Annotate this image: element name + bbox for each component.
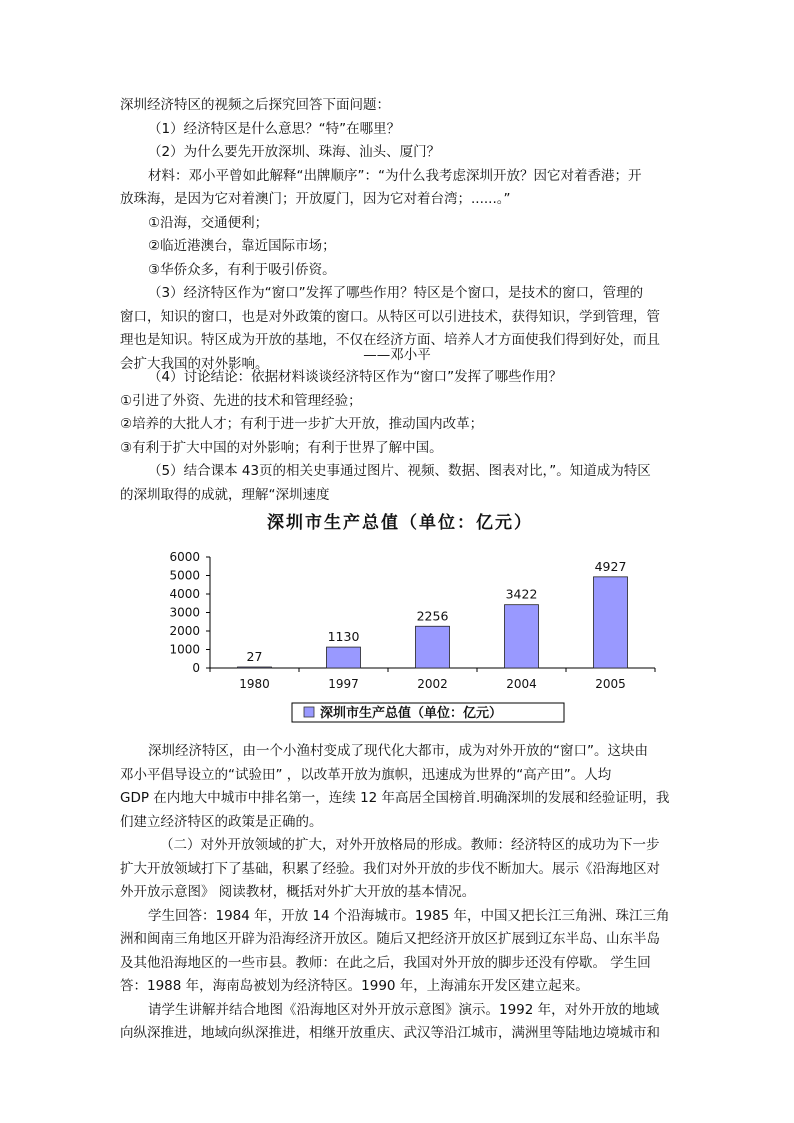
question-3-line-2: 窗口，知识的窗口，也是对外政策的窗口。从特区可以引进技术，获得知识，学到管理，管 xyxy=(120,308,660,325)
y-tick-label: 1000 xyxy=(169,642,200,657)
section-two-line-1: （二）对外开放领域的扩大，对外开放格局的形成。教师：经济特区的成功为下一步 xyxy=(160,837,660,853)
data-label-2002: 2256 xyxy=(416,608,449,624)
x-tick-label-2005: 2005 xyxy=(595,677,626,691)
x-tick-label-2002: 2002 xyxy=(417,677,448,691)
material-line-2: 放珠海，是因为它对着澳门；开放厦门，因为它对着台湾；......。” xyxy=(120,191,511,207)
conclusion-item-2: ②培养的大批人才；有利于进一步扩大开放，推动国内改革； xyxy=(120,416,484,432)
legend-label: 深圳市生产总值（单位：亿元） xyxy=(320,706,503,721)
chart-title: 深圳市生产总值（单位：亿元） xyxy=(267,513,533,533)
questions-block xyxy=(120,94,676,376)
quote-signature: ——邓小平 xyxy=(363,347,431,363)
question-1: （1）经济特区是什么意思？“特”在哪里？ xyxy=(148,120,401,137)
x-tick-label-2004: 2004 xyxy=(506,677,537,691)
summary-line-2: 邓小平倡导设立的“试验田” ，以改革开放为旗帜，迅速成为世界的“高产田”。人均 xyxy=(120,766,612,783)
answer-item-1: ①沿海，交通便利； xyxy=(148,214,269,231)
question-3-line-4: 会扩大我国的对外影响。 xyxy=(120,355,269,372)
y-tick-label: 4000 xyxy=(169,587,200,601)
summary-line-4: 们建立经济特区的政策是正确的。 xyxy=(120,813,323,830)
x-tick-label-1997: 1997 xyxy=(328,677,359,691)
data-label-1997: 1130 xyxy=(327,629,360,645)
chart-legend xyxy=(292,703,564,722)
data-label-2004: 3422 xyxy=(505,586,538,602)
data-label-2005: 4927 xyxy=(594,558,627,574)
summary-line-1: 深圳经济特区，由一个小渔村变成了现代化大都市，成为对外开放的“窗口”。这块由 xyxy=(148,743,648,759)
bar-1997 xyxy=(327,647,361,668)
summary-line-3: GDP 在内地大中城市中排名第一，连续 12 年高居全国榜首.明确深圳的发展和经验证明，我 xyxy=(120,790,670,806)
bar-2002 xyxy=(416,626,450,668)
bar-2005 xyxy=(594,577,628,668)
data-label-1980: 27 xyxy=(246,649,263,664)
conclusion-item-3: ③有利于扩大中国的对外影响；有利于世界了解中国。 xyxy=(120,439,443,456)
legend-swatch xyxy=(304,707,314,717)
y-tick-label: 2000 xyxy=(169,624,200,638)
bar-2004 xyxy=(505,605,539,668)
section-two-line-2: 扩大开放领域打下了基础，积累了经验。我们对外开放的步伐不断加大。展示《沿海地区对 xyxy=(120,860,660,877)
section-two-line-3: 外开放示意图》 阅读教材，概括对外扩大开放的基本情况。 xyxy=(120,884,476,900)
gdp-bar-chart xyxy=(150,505,670,730)
question-5-line-2: 的深圳取得的成就，理解“深圳速度 xyxy=(120,486,330,503)
summary-block xyxy=(120,740,676,1046)
conclusion-item-1: ①引进了外资、先进的技术和管理经验； xyxy=(120,392,362,409)
answer-item-2: ②临近港澳台，靠近国际市场； xyxy=(148,238,336,254)
map-line-2: 向纵深推进，地域向纵深推进，相继开放重庆、武汉等沿江城市，满洲里等陆地边境城市和 xyxy=(120,1025,660,1041)
student-answer-line-3: 及其他沿海地区的一些市县。教师：在此之后，我国对外开放的脚步还没有停歇。 学生回 xyxy=(120,954,651,971)
question-3-line-1: （3）经济特区作为“窗口”发挥了哪些作用？特区是个窗口，是技术的窗口，管理的 xyxy=(148,285,644,301)
chart-bars xyxy=(238,559,628,668)
x-axis-ticks xyxy=(210,668,655,691)
student-answer-line-4: 答：1988 年，海南岛被划为经济特区。1990 年，上海浦东开发区建立起来。 xyxy=(120,978,589,994)
question-4: （4）讨论结论：依据材料谈谈经济特区作为“窗口”发挥了哪些作用？ xyxy=(148,369,563,385)
student-answer-line-1: 学生回答：1984 年，开放 14 个沿海城市。1985 年，中国又把长江三角洲、珠江三角 xyxy=(148,907,670,924)
question-2: （2）为什么要先开放深圳、珠海、汕头、厦门？ xyxy=(148,144,441,160)
y-tick-label: 3000 xyxy=(169,605,200,620)
x-tick-label-1980: 1980 xyxy=(239,677,270,691)
question-3-line-3: 理也是知识。特区成为开放的基地，不仅在经济方面、培养人才方面使我们得到好处，而且 xyxy=(120,332,660,348)
question-5-line-1: （5）结合课本 43页的相关史事通过图片、视频、数据、图表对比，”。知道成为特区 xyxy=(148,463,651,479)
map-line-1: 请学生讲解并结合地图《沿海地区对外开放示意图》演示。1992 年，对外开放的地域 xyxy=(148,1001,660,1018)
answer-item-3: ③华侨众多，有利于吸引侨资。 xyxy=(148,261,336,278)
y-tick-label: 0 xyxy=(192,661,200,675)
y-tick-label: 5000 xyxy=(169,568,200,583)
y-axis-ticks xyxy=(169,550,210,675)
bar-1980 xyxy=(238,667,272,668)
material-line-1: 材料：邓小平曾如此解释“出牌顺序”：“为什么我考虑深圳开放？因它对着香港；开 xyxy=(148,167,642,184)
y-tick-label: 6000 xyxy=(169,550,200,564)
student-answer-line-2: 洲和闽南三角地区开辟为沿海经济开放区。随后又把经济开放区扩展到辽东半岛、山东半岛 xyxy=(120,931,660,947)
intro-line: 深圳经济特区的视频之后探究回答下面问题： xyxy=(120,97,390,113)
conclusion-block xyxy=(120,366,676,507)
